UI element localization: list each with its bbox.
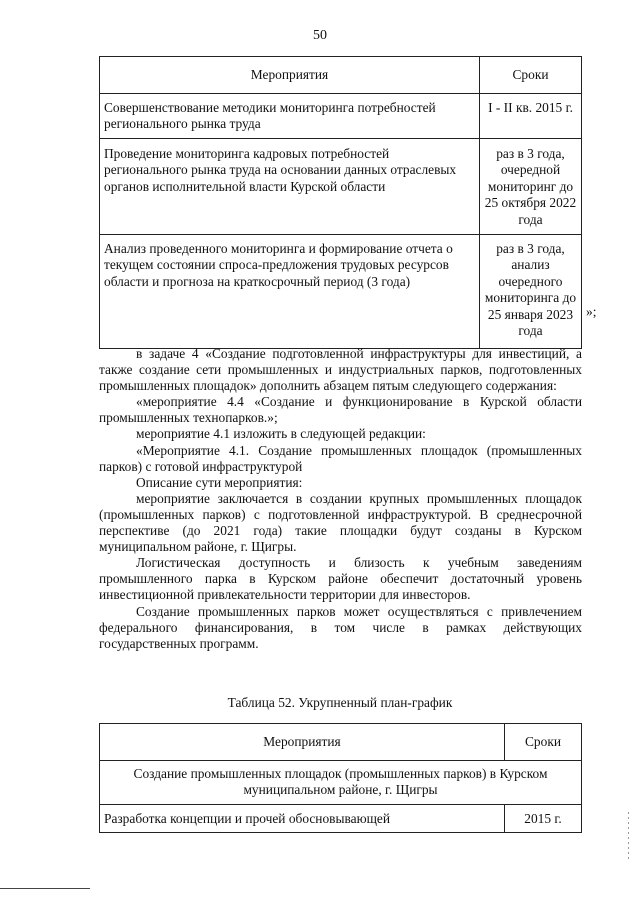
closing-quote-mark: »; — [586, 304, 597, 319]
paragraph: в задаче 4 «Создание подготовленной инфраструктуры для инвестиций, а также создание сети промышленных и индустриальных парков, подготовленных промышленных площадок» дополнить абзацем пятым следующего содержания: — [99, 346, 582, 394]
column-header-terms: Сроки — [505, 724, 582, 761]
column-header-measures: Мероприятия — [100, 57, 480, 94]
table-row — [100, 235, 582, 349]
term-cell: раз в 3 года, анализ очередного мониторинга до 25 января 2023 года — [480, 235, 582, 349]
footnote-rule — [0, 888, 90, 889]
plan-schedule-table — [99, 723, 582, 833]
paragraph: мероприятие 4.1 изложить в следующей редакции: — [136, 426, 426, 442]
column-header-terms: Сроки — [480, 57, 582, 94]
body-text — [99, 346, 582, 652]
paragraph: «мероприятие 4.4 «Создание и функционирование в Курской области промышленных технопарков.»; — [99, 394, 582, 426]
measure-cell: Совершенствование методики мониторинга потребностей регионального рынка труда — [100, 94, 480, 139]
table-section-row — [100, 761, 582, 805]
table-row — [100, 139, 582, 235]
column-header-measures: Мероприятия — [100, 724, 505, 761]
page-number: 50 — [313, 28, 327, 43]
paragraph: Создание промышленных парков может осуществляться с привлечением федерального финансирования, в том числе в рамках действующих государственных программ. — [99, 603, 582, 651]
table-header-row — [100, 57, 582, 94]
table-row — [100, 804, 582, 832]
measure-cell: Анализ проведенного мониторинга и формирование отчета о текущем состоянии спроса-предложения трудовых ресурсов области и прогноза на краткосрочный период (3 года) — [100, 235, 480, 349]
section-cell: Создание промышленных площадок (промышленных парков) в Курском муниципальном районе, г. Щигры — [100, 761, 582, 805]
term-cell: 2015 г. — [505, 804, 582, 832]
paragraph: Логистическая доступность и близость к учебным заведениям промышленного парка в Курском районе обеспечит достаточный уровень инвестиционной привлекательности территории для инвесторов. — [99, 555, 582, 603]
paragraph: Описание сути мероприятия: — [136, 474, 303, 490]
term-cell: раз в 3 года, очередной мониторинг до 25 октября 2022 года — [480, 139, 582, 235]
table-caption: Таблица 52. Укрупненный план-график — [227, 695, 453, 710]
table-header-row — [100, 724, 582, 761]
paragraph: «Мероприятие 4.1. Создание промышленных площадок (промышленных парков) с готовой инфраструктурой — [99, 442, 582, 474]
table-row — [100, 94, 582, 139]
measure-cell: Проведение мониторинга кадровых потребностей регионального рынка труда на основании данных отраслевых органов исполнительной власти Курской области — [100, 139, 480, 235]
paragraph: мероприятие заключается в создании крупных промышленных площадок (промышленных парков) с подготовленной инфраструктурой. В среднесрочной перспективе (до 2021 года) такие площадки будут созданы в Курском муниципальном районе, г. Щигры. — [99, 490, 582, 555]
measure-cell: Разработка концепции и прочей обосновывающей — [100, 804, 505, 832]
scan-edge-mark — [628, 812, 629, 860]
measures-table — [99, 56, 582, 349]
term-cell: I - II кв. 2015 г. — [480, 94, 582, 139]
